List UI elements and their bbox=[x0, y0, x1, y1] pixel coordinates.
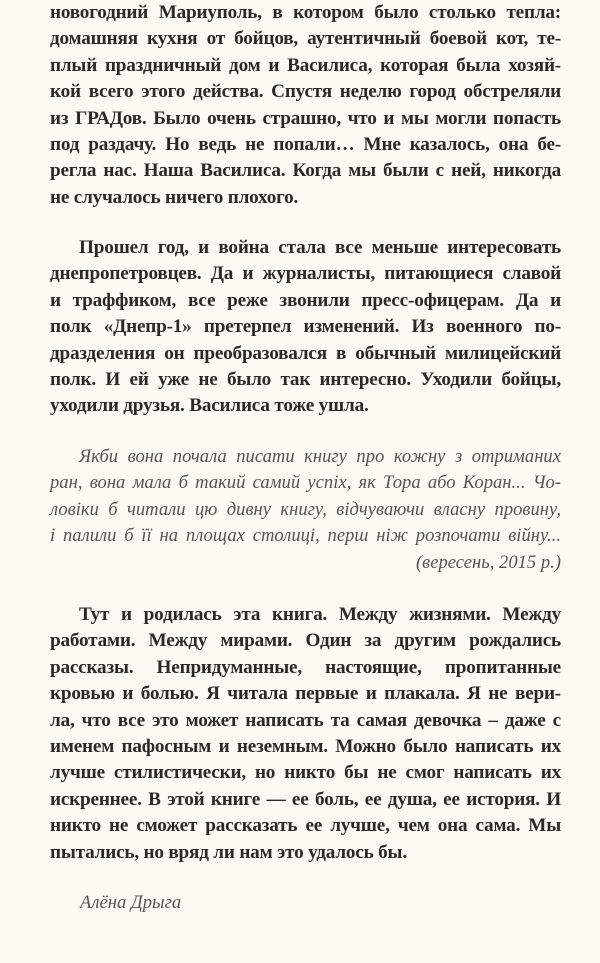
text-line: домашняя кухня от бойцов, аутентичный боевой кот, те- bbox=[50, 28, 561, 50]
quote-line: ловіки б читали цю дивну книгу, відчуваючи власну провину, bbox=[50, 498, 561, 520]
text-line: никто не сможет рассказать ее лучше, чем она сама. Мы bbox=[50, 815, 561, 837]
author-signature: Алёна Дрыга bbox=[80, 892, 182, 913]
text-line: именем пафосным и неземным. Можно было написать их bbox=[50, 735, 561, 757]
epigraph-quote bbox=[50, 444, 561, 576]
quote-line: і палили б її на площах столиці, перш ніж розпочати війну... bbox=[50, 525, 561, 547]
text-line: лучше стилистически, но никто бы не смог написать их bbox=[50, 762, 561, 784]
text-line: новогодний Мариуполь, в котором было столько тепла: bbox=[50, 2, 561, 23]
paragraph-2 bbox=[50, 235, 561, 420]
text-line: кровью и болью. Я читала первые и плакала. Я не вери- bbox=[50, 683, 561, 705]
paragraph-1 bbox=[50, 0, 561, 211]
text-line: из ГРАДов. Было очень страшно, что и мы могли попасть bbox=[50, 107, 561, 129]
text-line: и траффиком, все реже звонили пресс-офицерам. Да и bbox=[50, 289, 561, 311]
text-line: под раздачу. Но ведь не попали… Мне казалось, она бе- bbox=[50, 133, 561, 155]
text-line: ла, что все это может написать та самая девочка – даже с bbox=[50, 709, 561, 731]
text-line: днепропетровцев. Да и журналисты, питающиеся славой bbox=[50, 263, 561, 285]
text-line: дразделения он преобразовался в обычный милицейский bbox=[50, 342, 561, 364]
text-line: уходили друзья. Василиса тоже ушла. bbox=[50, 395, 369, 417]
text-line: Тут и родилась эта книга. Между жизнями. Между bbox=[79, 604, 561, 625]
quote-date: (вересень, 2015 р.) bbox=[415, 551, 561, 573]
text-line: полк. И ей уже не было так интересно. Уходили бойцы, bbox=[50, 368, 561, 390]
text-line: рассказы. Непридуманные, настоящие, пропитанные bbox=[50, 656, 561, 678]
text-line: работами. Между мирами. Один за другим рождались bbox=[50, 630, 561, 652]
text-line: пытались, но вряд ли нам это удалось бы. bbox=[50, 841, 407, 863]
text-line: не случалось ничего плохого. bbox=[50, 186, 299, 208]
text-line: плый праздничный дом и Василиса, которая была хозяй- bbox=[50, 54, 561, 76]
text-line: искреннее. В этой книге — ее боль, ее душа, ее история. И bbox=[50, 788, 561, 810]
quote-line: ран, вона мала б такий самий успіх, як Тора або Коран... Чо- bbox=[50, 472, 561, 494]
paragraph-3 bbox=[50, 602, 561, 866]
quote-line: Якби вона почала писати книгу про кожну з отриманих bbox=[79, 446, 561, 467]
text-line: Прошел год, и война стала все меньше интересовать bbox=[79, 237, 561, 258]
text-line: регла нас. Наша Василиса. Когда мы были с ней, никогда bbox=[50, 160, 561, 182]
text-line: полк «Днепр-1» претерпел изменений. Из военного по- bbox=[50, 316, 561, 338]
text-line: кой всего этого действа. Спустя неделю город обстреляли bbox=[50, 81, 561, 103]
